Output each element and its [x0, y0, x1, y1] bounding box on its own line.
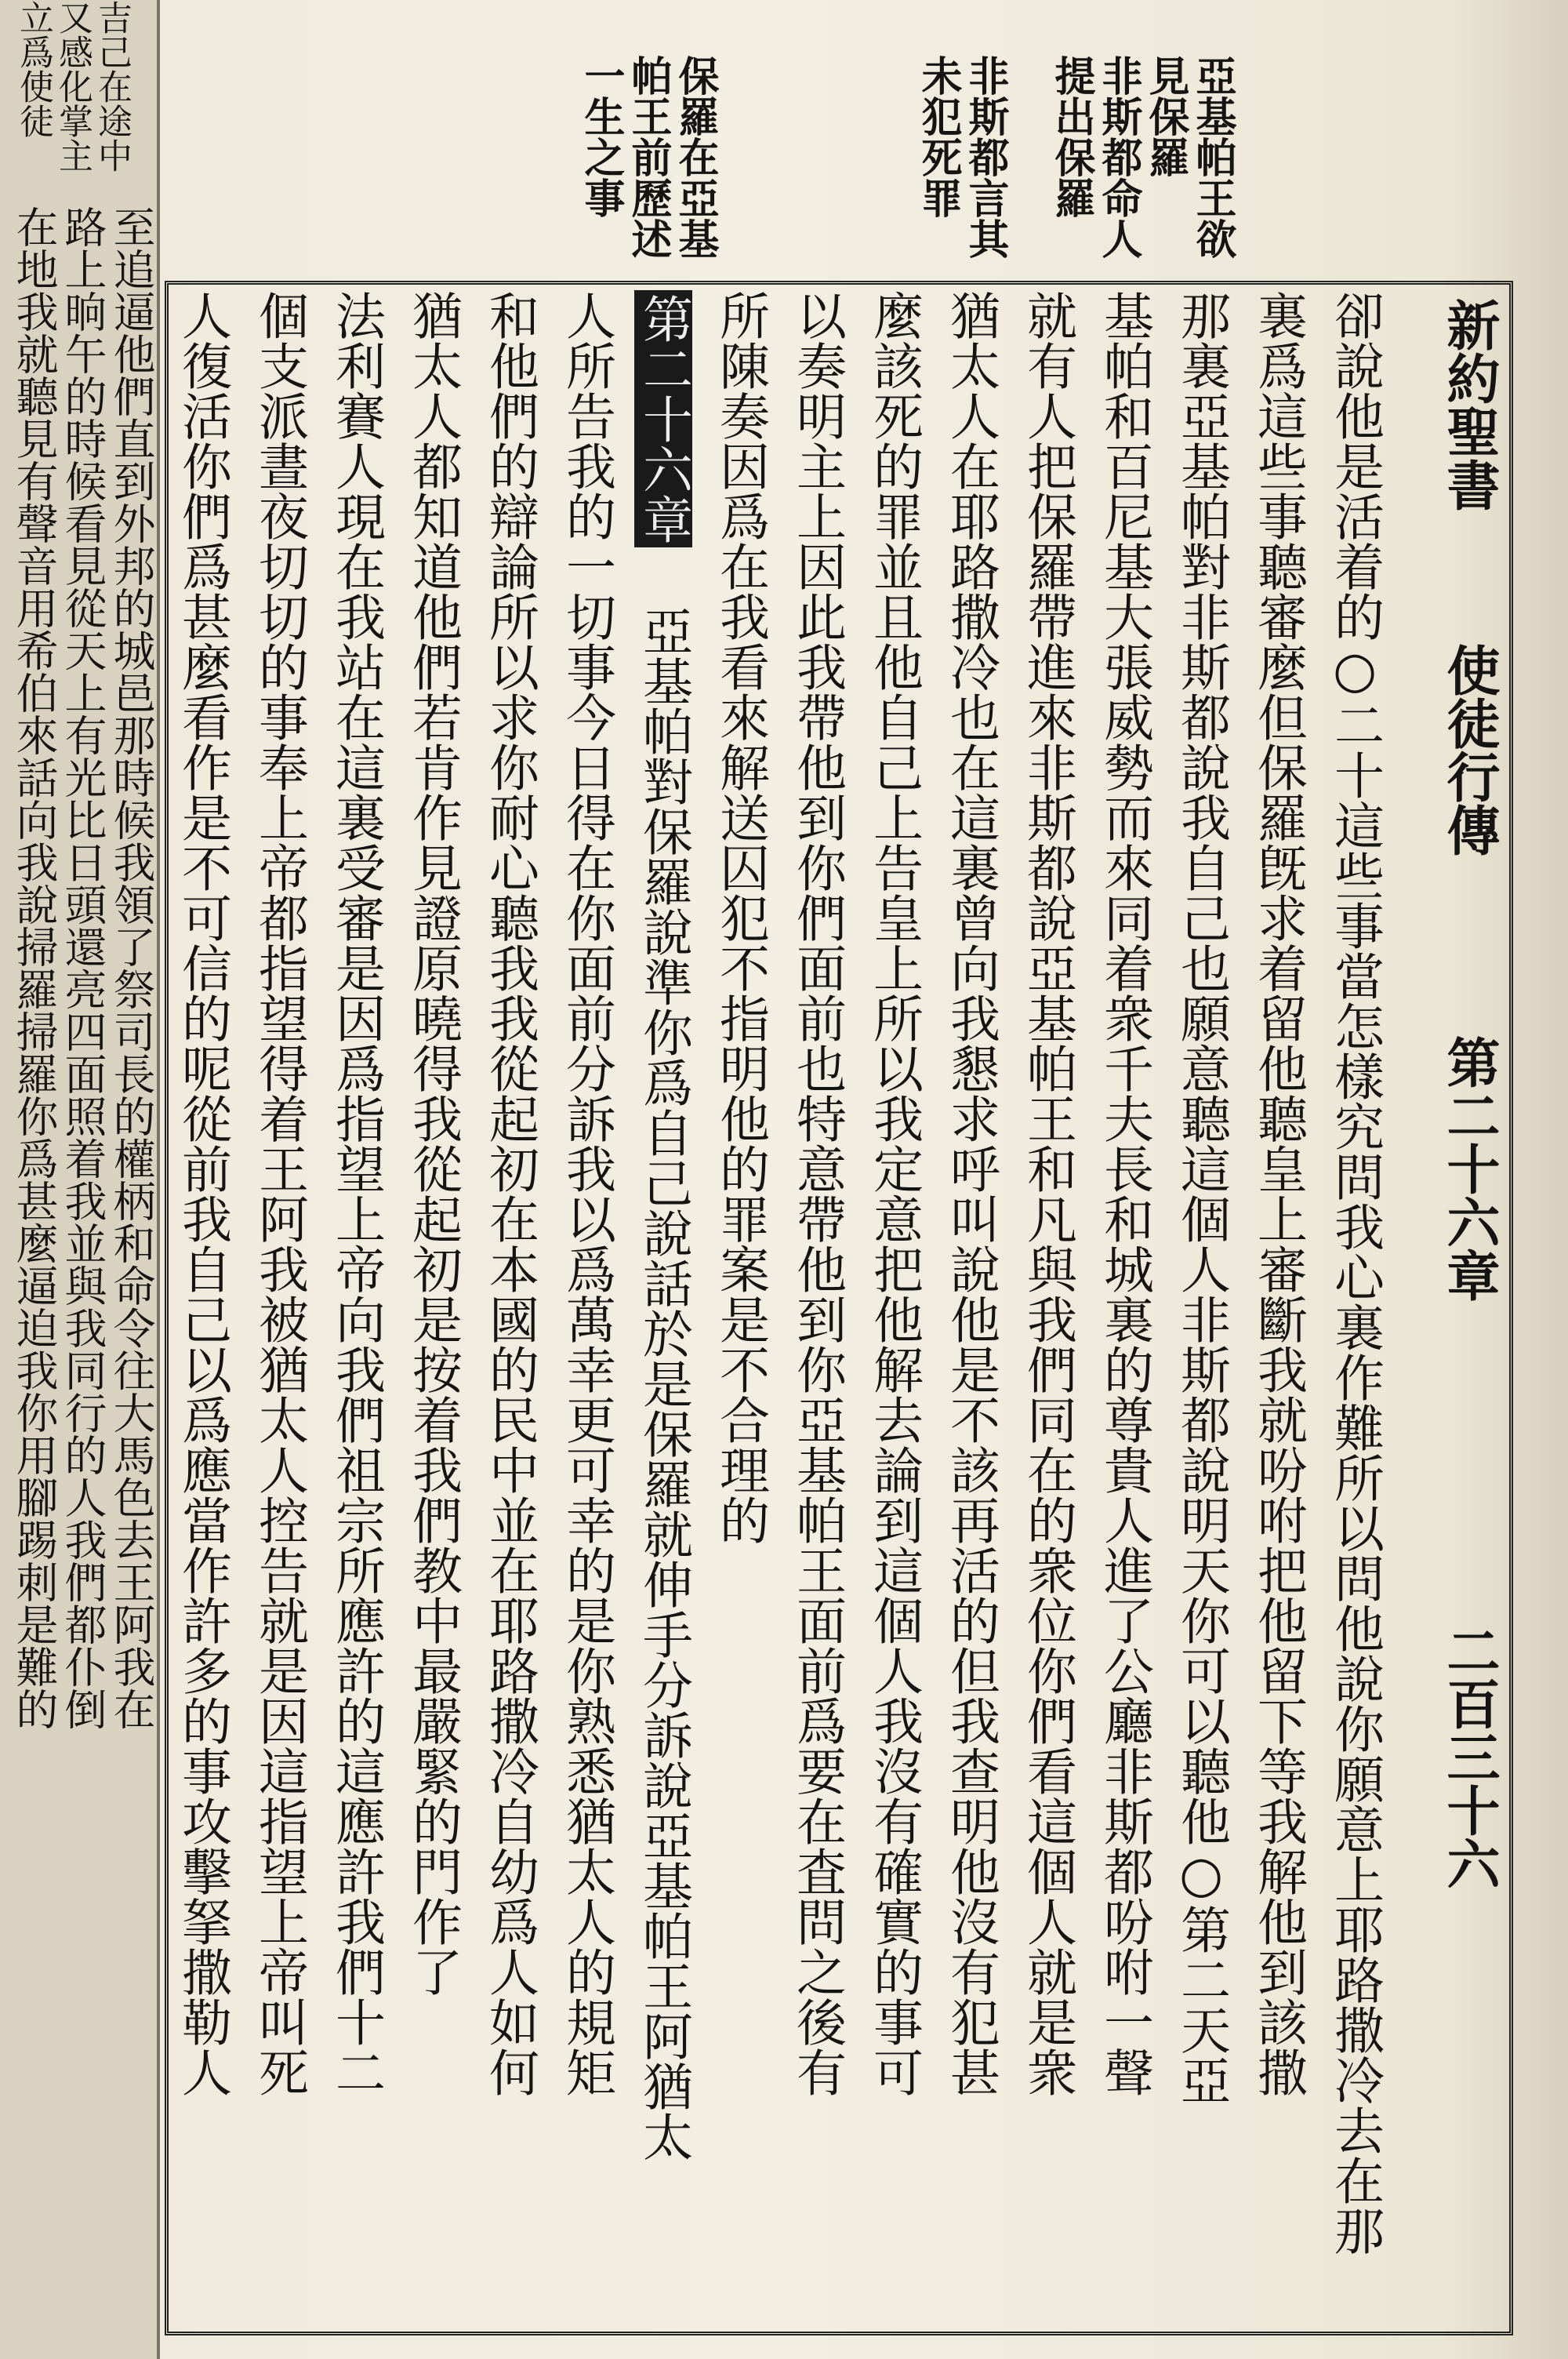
body-column: 以奏明主上因此我帶他到你們面前也特意帶他到你亞基帕王面前爲要在査問之後有: [788, 290, 846, 2097]
body-column: 那裏亞基帕對非斯都說我自己也願意聽這個人非斯都說明天你可以聽他○第二天亞: [1172, 290, 1230, 2105]
margin-note-4: 提出保羅: [1047, 55, 1095, 218]
body-column: 人復活你們爲甚麼看作是不可信的呢從前我自己以爲應當作許多的事攻擊拏撒勒人: [173, 290, 231, 2097]
margin-note-8: 帕王前歷述: [624, 55, 672, 259]
margin-note-7: 保羅在亞基: [671, 55, 719, 259]
prev-body-col-3: 在地我就聽見有聲音用希伯來話向我說掃羅掃羅你爲甚麼逼迫我你用腳踢刺是難的: [9, 205, 59, 1730]
body-column: 卻說他是活着的○二十這些事當怎樣究問我心裏作難所以問他說你願意上耶路撒冷去在那: [1326, 290, 1384, 2255]
header-title: 新約聖書: [1438, 298, 1501, 511]
header-chapter: 第二十六章: [1438, 1035, 1501, 1302]
body-column: 麼該死的罪並且他自己上告皇上所以我定意把他解去論到這個人我沒有確實的事可: [865, 290, 923, 2097]
body-column: 個支派晝夜切切的事奉上帝都指望得着王阿我被猶太人控告就是因這指望上帝叫死: [250, 290, 308, 2097]
prev-note-2: 又感化掌主: [53, 0, 93, 173]
margin-notes: [463, 31, 1294, 267]
body-column: 猶太人都知道他們若肯作見證原曉得我從起初是按着我們教中最嚴緊的門作了: [404, 290, 462, 1997]
margin-note-5: 非斯都言其: [961, 55, 1009, 259]
margin-note-1: 亞基帕王欲: [1189, 55, 1236, 259]
chapter-start-column: [634, 290, 692, 2161]
body-column: 就有人把保羅帶進來非斯都說亞基帕王和凡與我們同在的衆位你們看這個人就是衆: [1018, 290, 1076, 2097]
prev-note-1: 吉己在途中: [92, 0, 132, 173]
running-header: [1427, 282, 1513, 2337]
chapter-heading: 第二十六章: [634, 290, 692, 547]
body-column: 猶太人在耶路撒冷也在這裏曾向我懇求呼叫說他是不該再活的但我查明他沒有犯甚: [942, 290, 1000, 2097]
body-column: 裏爲這些事聽審麼但保羅旣求着留他聽皇上審斷我就吩咐把他留下等我解他到該撒: [1249, 290, 1307, 2097]
previous-page-body: [0, 205, 157, 2359]
body-column: 基帕和百尼基大張威勢而來同着衆千夫長和城裏的尊貴人進了公廳非斯都吩咐一聲: [1095, 290, 1153, 2097]
prev-note-3: 立爲使徒: [13, 0, 53, 138]
chapter-start-text: 亞基帕對保羅說準你爲自己說話於是保羅就伸手分訴說亞基帕王阿猶太: [634, 605, 692, 2161]
prev-body-col-2: 路上晌午的時候看見從天上有光比日頭還亮四面照着我並與我同行的人我們都仆倒: [58, 205, 107, 1730]
prev-body-col-1: 至追逼他們直到外邦的城邑那時候我領了祭司長的權柄和命令往大馬色去王阿我在: [107, 205, 156, 1730]
margin-note-2: 見保羅: [1142, 55, 1189, 177]
margin-note-9: 一生之事: [577, 55, 625, 218]
body-column: 和他們的辯論所以求你耐心聽我我從起初在本國的民中並在耶路撒冷自幼爲人如何: [481, 290, 539, 2097]
body-column: 人所告我的一切事今日得在你面前分訴我以爲萬幸更可幸的是你熟悉猶太人的規矩: [557, 290, 615, 2097]
body-text: [172, 290, 1419, 2321]
header-book: 使徒行傳: [1438, 643, 1501, 856]
previous-page-edge: [0, 0, 160, 2359]
body-column: 所陳奏因爲在我看來解送囚犯不指明他的罪案是不合理的: [711, 290, 769, 1545]
margin-note-6: 未犯死罪: [914, 55, 962, 218]
body-column: 法利賽人現在我站在這裏受審是因爲指望上帝向我們祖宗所應許的這應許我們十二: [327, 290, 385, 2097]
previous-page-margin-notes: [0, 0, 157, 196]
header-page-number: 二百三十六: [1438, 1623, 1501, 1890]
margin-note-3: 非斯都命人: [1094, 55, 1142, 259]
